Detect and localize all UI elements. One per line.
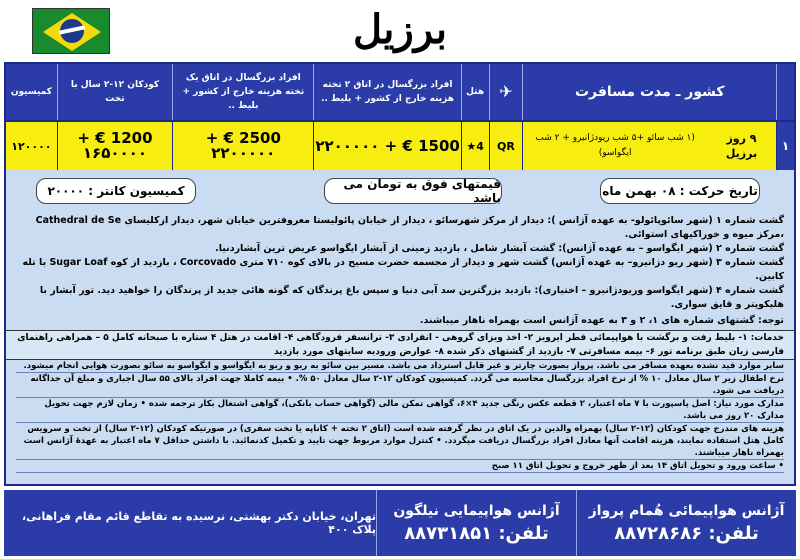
header-single-room: افراد بزرگسال در اتاق یک تخته هزینه خارج از کشور + بلیط .. [172, 64, 313, 120]
rule-item: نرخ اطفال زیر ۲ سال معادل ۱۰ % از نرخ افراد بزرگسال محاسبه می گردد. کمیسیون کودکان ۱۲-۲ سال معادل ۵۰ %. • بیمه کاملا جهت افراد بالای ۵۵ سال اجباری و مبلغ آن جداگانه دریافت می شود. [16, 373, 784, 398]
header-country: کشور ـ مدت مسافرت [522, 64, 776, 120]
rule-item: • ساعت ورود و تحویل اتاق ۱۴ بعد از ظهر خروج و تحویل اتاق ۱۱ صبح [16, 460, 784, 473]
rule-item: هزینه های مندرج جهت کودکان (۱۲-۲ سال) بهمراه والدین در یک اتاق در نظر گرفته شده است (اتاق ۲ تخته + کاناپه یا تخت سفری) در صورتیکه کودکان (۱۲-۲ سال) از تخت و سرویس کامل هتل استفاده نمایند، هزینه اقامت آنها معادل افراد بزرگسال دریافت میگردد. • کنترل موارد مربوط جهت تایید و تکمیل کدنمائید. با داشتن حداقل ۷ ماه اعتبار به عهدهٔ آژانس است بهمراه ناهار میباشند. [16, 423, 784, 460]
rule-item: سایر موارد قید نشده بعهده مسافر می باشد. پرواز بصورت چارتر و غیر قابل استرداد می باشد. مسیر بین سائو به ریو و ریو به ایگواسو و ایگواسو به سائو بصورت هوایی انجام میشود. [16, 360, 784, 373]
row-price-double: 1500 € + ۲۲۰۰۰۰۰ [313, 122, 460, 170]
tour-1-text: گشت شماره ۱ (شهر سائوپائولو- به عهده آژانس ): دیدار از مرکز شهرسائو ، دیدار از خیابان پائولیستا معروفترین خیابان شهر، دیدار ازکلیسای Cathedral de Se ،مرکز میوه و خوراکیهای استوائی. [35, 215, 784, 240]
row-days: ۹ روز برزیل [725, 132, 758, 160]
header-commission: کمیسیون [10, 87, 52, 97]
airplane-icon: ✈ [489, 64, 523, 120]
row-price-single: 2500 € + ۲۲۰۰۰۰۰ [172, 122, 313, 170]
agency-phone: تلفن: ۸۸۷۳۱۸۵۱ [404, 522, 549, 544]
tour-2-text: گشت شماره ۲ (شهر ایگواسو – به عهده آژانس): گشت آبشار شامل ، بازدید زمینی از آبشار ایگواسو عریض ترین آبشاردنیا. [215, 243, 784, 254]
row-price-child: 1200 € + ۱۶۵۰۰۰۰ [57, 122, 172, 170]
agency-phone: تلفن: ۸۸۷۲۸۶۸۶ [614, 522, 759, 544]
info-badges [6, 170, 794, 214]
agency-name: آژانس هواپیمائی هُمام پرواز [588, 502, 785, 519]
page-title: برزیل [353, 6, 447, 53]
row-airline: QR [489, 122, 523, 170]
counter-commission-badge: کمیسیون کانتر : ۲۰۰۰۰ [36, 178, 196, 204]
agency-name: آژانس هواپیمایی نیلگون [393, 502, 560, 519]
header-child: کودکان ۱۲-۲ سال با تخت [57, 64, 172, 120]
services-text: خدمات: ۱- بلیط رفت و برگشت با هواپیمائی قطر ایرویز ۲- اخذ ویزای گروهی - انفرادی ۳- ترانسفر فرودگاهی ۴- اقامت در هتل ۴ ستاره با صبحانه کامل ۵ – همراهی راهنمای فارسی زبان طبق برنامه تور ۶- بیمه مسافرتی ۷- بازدید از گشتهای ذکر شده ۸- عوارض ورودیه سایتهای مورد بازدید [6, 330, 794, 360]
row-nights: (۱ شب سائو +۵ شب ریودژانیرو + ۲ شب ایگواسو) [535, 133, 695, 158]
row-hotel-stars: 4★ [461, 122, 489, 170]
row-number: ۱ [776, 122, 794, 170]
header-number [776, 64, 794, 120]
tour-3-text: گشت شماره ۳ (شهر ریو دژانیرو– به عهده آژانس) گشت شهر و دیدار از مجسمه حضرت مسیح در بالای کوه ۷۱۰ متری Corcovado ، بازدید از کوه Sugar Loaf با تله کابین. [22, 257, 784, 282]
price-note-badge: قیمتهای فوق به تومان می باشد [324, 178, 502, 204]
page-header [0, 0, 800, 60]
agency-address: تهران، خیابان دکتر بهشتی، نرسیده به تقاطع قائم مقام فراهانی، پلاک ۴۰۰ [22, 510, 376, 536]
row-commission: ۱۲۰۰۰۰ [11, 139, 52, 153]
table-header-row [6, 64, 794, 120]
row-tour [522, 122, 776, 170]
header-hotel: هتل [461, 64, 489, 120]
tour-price-table [4, 62, 796, 172]
rules-list [6, 360, 794, 473]
tour-4-text: گشت شماره ۴ (شهر ایگواسو وریودژانیرو – اختیاری): بازدید بزرگترین سد آبی دنیا و سپس باغ پرندگان که گونه هائی جدید از پرندگان را خواهید دید. تور آبشار با هلیکوپتر و قایق سواری. [39, 285, 784, 310]
agency-nilgoon [376, 490, 576, 556]
brazil-flag-icon [32, 8, 110, 54]
rule-item: مدارک مورد نیاز: اصل پاسپورت با ۷ ماه اعتبار، ۲ قطعه عکس رنگی جدید ۴×۶، گواهی تمکن مالی (گواهی حساب بانکی)، گواهی اشتغال بکار ترجمه شده • زمان لازم جهت تحویل مدارک ۲۰ روز می باشد. [16, 398, 784, 423]
table-row [6, 120, 794, 170]
departure-badge: تاریخ حرکت : ۰۸ بهمن ماه [600, 178, 760, 204]
agency-footer [4, 490, 796, 556]
tour-note-text: توجه: گشتهای شماره های ۱، ۲ و ۳ به عهده آژانس است بهمراه ناهار میباشند. [419, 315, 784, 326]
agency-homam [576, 490, 796, 556]
header-double-room: افراد بزرگسال در اتاق ۲ تخته هزینه خارج از کشور + بلیط .. [313, 64, 460, 120]
tour-info-panel [4, 170, 796, 486]
